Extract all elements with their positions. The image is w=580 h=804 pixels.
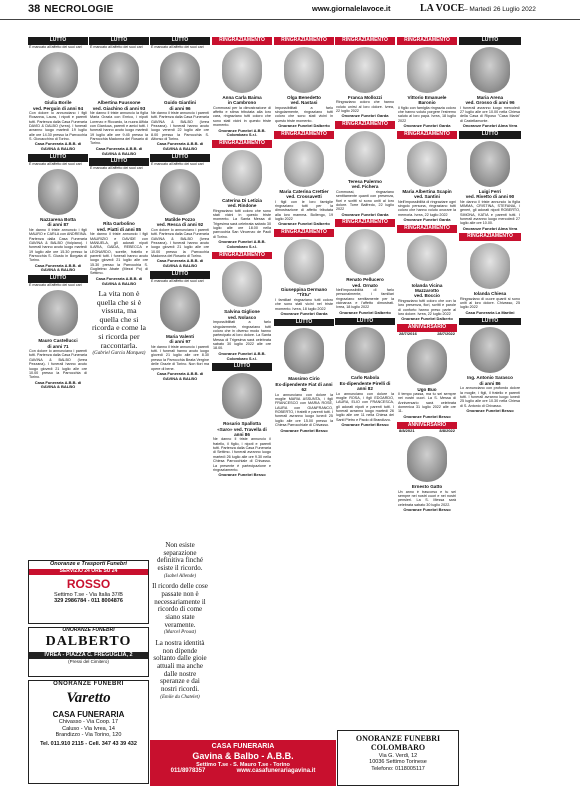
anniversary-dates: 28/7/2016 28/7/2022 (399, 330, 455, 336)
obituary-text: Ne danno il triste annuncio i figli MAURO e CARLA con ANDREINA. Partenza dalla Casa Funeraria GAVINA & BALBO (Volpiano). I funerali hanno avuto luogo martedì 19 luglio alle ore 15.30 presso la Parrocchia S. Giusto in Borgata di Torino. (29, 227, 87, 263)
thanks-text: Ringraziano di cuore quanti si sono uniti al loro dolore. Chivasso, 25 luglio 2022 (460, 296, 520, 310)
funeral-home: Casa Funeraria A.B.B. di GAVINA & BALBO (34, 141, 82, 152)
ringraziamento-band: RINGRAZIAMENTO (397, 37, 457, 45)
deceased-name: Maria Arena ved. Grosso di anni 96 (465, 94, 515, 106)
thanks-text: Commossi per la dimostrazione di affetto e stima tributata alla loro cara, ringraziano tutti coloro che sono stati vicini in questo triste momento. (213, 105, 271, 128)
lutto-band: LUTTO (150, 271, 210, 279)
obituary-text: Con dolore lo annunciano i parenti tutti. Partenza dalla Casa Funeraria GAVINA & BALBO (Ivrea Pezzana). I funerali hanno avuto luogo giovedì 21 luglio alle ore 10.00 presso la Parrocchia di Torino. (29, 349, 88, 380)
deceased-name: Renato Pellucero ved. Ornato (346, 277, 384, 288)
portrait-photo (38, 169, 78, 215)
dalberto-logo: DALBERTO (45, 633, 132, 649)
column-1 (28, 37, 88, 392)
deceased-name: Iolanda Vicina Mazzarotto ved. Boccio (411, 282, 443, 299)
quote-text: La nostra identità non dipende soltanto dalle gioie attuali ma anche dalle nostre speranze e dai nostri ricordi. (153, 638, 207, 693)
portrait-photo (345, 47, 385, 93)
phone-number[interactable]: Telefono: 0118005117 (371, 765, 425, 772)
quote-text: Non esiste separazione definitiva finché esiste il ricordo. (156, 541, 204, 573)
lutto-band: LUTTO (28, 37, 88, 45)
ringraziamento-band: RINGRAZIAMENTO (397, 225, 457, 233)
obituary-text: Con dolore lo annunciano i parenti tutti. Partenza dalla Casa Funeraria GAVINA & BALBO (Ivrea Pezzana). I funerali hanno avuto luogo giovedì 21 luglio alle ore 10.00 presso la Parrocchia Madonna del Rosario di Torino. (151, 227, 210, 258)
site-url[interactable]: www.giornalelavoce.it (312, 4, 391, 13)
deceased-name: Matilde Pozzo ved. Resca di anni 92 (156, 217, 204, 228)
portrait-photo (160, 169, 200, 215)
deceased-name: Luigi Ferri ved. Rivetto di anni 90 (465, 188, 515, 200)
obituary-card: LUTTO È mancato all'affetto dei suoi cari Matilde Pozzo ved. Resca di anni 92 Con dolore lo annunciano i parenti tutti. Partenza dalla Casa Funeraria GAVINA & BALBO (Ivrea Pezzana). I funerali hanno avuto luogo giovedì 21 luglio alle ore 10.00 presso la Parrocchia Madonna del Rosario di Torino. Casa Funeraria A.B.B. di GAVINA & BALBO (151, 153, 210, 269)
funeral-home: Casa Funeraria A.B.B. di GAVINA & BALBO (34, 262, 82, 273)
obituary-card (274, 319, 334, 434)
thanks-card (335, 121, 395, 217)
obituary-card: LUTTO È mancato all'affetto dei suoi cari Mauro Castellucci di anni 71 Con dolore lo annunciano i parenti tutti. Partenza dalla Casa Funeraria GAVINA & BALBO (Ivrea Pezzana). I funerali hanno avuto luogo giovedì 21 luglio alle ore 10.00 presso la Parrocchia di Torino. Casa Funeraria A.B.B. di GAVINA & BALBO (29, 275, 88, 390)
deceased-name: Ugo Buo (417, 386, 437, 392)
anniversary-dates: 8/8/2021 8/8/2022 (399, 428, 455, 434)
obituary-text: Ne danno il triste annuncio la figlia Maria Grazia con Enrico, i nipoti Lorenzo e Riccardo, la nuora Alfida con Gianluca, parenti e amici tutti. I funerali hanno avuto luogo martedì 19 luglio alle ore 9.45 presso la Parrocchia Madonna del Rosario di Torino. (90, 110, 148, 146)
ringraziamento-band: RINGRAZIAMENTO (335, 37, 395, 45)
portrait-photo (38, 290, 78, 336)
funeral-home: Casa Funeraria A.B.B. di GAVINA & BALBO (156, 141, 204, 152)
deceased-name: Franca Mollozzi (347, 94, 383, 100)
portrait-photo (222, 373, 262, 419)
rosso-logo: ROSSO (66, 577, 111, 592)
thanks-card (212, 37, 272, 138)
funeral-home: Onoranze Funebri Garda (280, 310, 328, 316)
funeral-home: Casa Funeraria A.B.B. di GAVINA & BALBO (156, 370, 204, 381)
quote-block (150, 540, 210, 581)
portrait-photo (160, 286, 200, 332)
portrait-photo (345, 327, 385, 373)
obituary-text: Lo annunciano con profondo dolore la moglie, i figli, il fratello e parenti tutti. I funerali avranno luogo lunedì 25 luglio alle ore 10.30 nella Chiesa di S. Antonio di Chivasso. (460, 386, 520, 408)
lutto-band: LUTTO (459, 131, 521, 139)
lutto-band: LUTTO (459, 37, 521, 45)
ringraziamento-band: RINGRAZIAMENTO (459, 233, 521, 241)
obituary-text: Ne danno il triste annuncio i parenti tutti. Partenza dalla Casa Funeraria GAVINA & BALBO (Ivrea Pezzana). I funerali hanno avuto luogo venerdì 22 luglio alle ore 8.00 presso la Parrocchia S. Alfonso di Torino. (151, 110, 210, 142)
thanks-card (335, 219, 395, 315)
thanks-text: Ringraziano coloro che hanno voluto unirsi al loro dolore. Ivrea, 22 luglio 2022 (336, 100, 394, 114)
portrait-photo (470, 327, 510, 373)
funeral-home: Onoranze Funebri A.B.B. Colombaro S.r.l. (218, 127, 266, 138)
column-4 (212, 37, 272, 480)
portrait-photo (345, 229, 385, 275)
funeral-home: Onoranze Funebri Besso (403, 413, 451, 419)
portrait-photo (284, 328, 324, 374)
thanks-text: I figli con le loro famiglie ringraziano tutti per la dimostrazione di affetto tributata alla loro mamma. Bollengo, 19 luglio 2022 (275, 199, 333, 221)
funeral-home: Casa Funeraria La Martini (465, 309, 515, 315)
portrait-photo (407, 436, 447, 482)
obituary-card: LUTTO È mancato all'affetto dei suoi cari Rita Garbolino ved. Piatti di anni 85 Ne danno il triste annuncio i figli MAURIZIO e DAVIDE con MANUELA, gli adorati nipoti ILARIA, GAIDA, REBECCA e LEONARDO, sorelle, fratello e parenti tutti. I funerali hanno avuto luogo giovedì 21 luglio alle ore 15.30 presso la Parrocchia S. Guglielmo Abate (Mezzi Po) di Settimo. Casa Funeraria A.B.B. di GAVINA & BALBO (90, 158, 148, 286)
website-link[interactable]: www.casafunerariagavina.it (236, 768, 316, 775)
deceased-name: Salvina Giglione ved. Nolasco (224, 309, 260, 320)
deceased-name: Ernesto Gatto (411, 484, 443, 490)
obituary-text: Ne danno il triste annuncio i parenti tutti. I funerali hanno avuto luogo giovedì 21 luglio alle ore 8.30 presso la Parrocchia Beata Vergine delle Grazie di Torino. Non fiori ma opere di bene. (151, 344, 209, 371)
portrait-photo (407, 141, 447, 187)
portrait-photo (345, 131, 385, 177)
lutto-band: LUTTO (150, 154, 210, 162)
deceased-name: Teresa Palermo ved. Fichera (348, 178, 382, 190)
obituary-text: Con dolore lo annunciano i figli Rosanna, Laura, i nipoti e parenti tutti. Partenza dalla Casa Funeraria DAVID & DALBO (Ivrea). I funerali avranno luogo martedì 19 luglio alle ore 14.30 presso la Parrocchia S. Giovacchino di Torino. (29, 110, 88, 142)
ringraziamento-band: RINGRAZIAMENTO (212, 37, 272, 45)
column-5 (274, 37, 334, 435)
anniversary-card (397, 422, 457, 513)
column-3 (150, 37, 210, 383)
ringraziamento-band: RINGRAZIAMENTO (335, 121, 395, 129)
portrait-photo (160, 52, 200, 98)
thanks-card (274, 37, 334, 129)
deceased-name: Caterina Di Letizia ved. Rindone (222, 197, 262, 209)
quote-block (150, 581, 210, 638)
obituary-text: Ne danno il triste annuncio i figli MAURIZIO e DAVIDE con MANUELA, gli adorati nipoti ILARIA, GAIDA, REBECCA e LEONARDO, sorelle, fratello e parenti tutti. I funerali hanno avuto luogo giovedì 21 luglio alle ore 15.30 presso la Parrocchia S. Guglielmo Abate (Mezzi Po) di Settimo. (90, 232, 148, 276)
deceased-name: Ing. Antonio Sarasco di anni 86 (467, 375, 513, 386)
obituary-text: Lo annunciano con dolore la moglie MARIA ASSUNTA, i figli FRANCESCO con MARIA ROSE, LAURA con GIANFRANCO, ROBERTO, i fratelli e parenti tutti. I funerali avranno luogo lunedì 25 luglio alle ore 15.00 presso la Chiesa Parrocchiale di Chivasso. (275, 392, 333, 428)
quote-author: (Isabel Allende) (164, 573, 196, 579)
deceased-name: Rita Garbolino ved. Piatti di anni 85 (96, 221, 142, 232)
quote-author: (Marcel Proust) (164, 630, 196, 636)
funeral-home: Onoranze Funebri Alma Vera (462, 123, 518, 129)
lutto-band: LUTTO (28, 275, 88, 283)
funeral-home: Onoranze Funebri Garda (341, 211, 389, 217)
lutto-band: LUTTO (212, 363, 272, 371)
funeral-home: Casa Funeraria A.B.B. di GAVINA & BALBO (95, 275, 143, 286)
anniversario-band: ANNIVERSARIO (397, 422, 457, 430)
deceased-name: Vittorio Emanuele Baronio (407, 94, 447, 106)
ringraziamento-band: RINGRAZIAMENTO (335, 219, 395, 227)
obituary-text: Ne danno il triste annuncio la figlia MIMMA, CRISTINA, STEFANIA, i generi, gli adorati nipoti ROBERTO, SIMONA, KATIA e parenti tutti. I funerali avranno luogo mercoledì 27 luglio alle ore 10.00. (460, 199, 520, 226)
deceased-name: Maria Albertina Scapin ved. Santini (402, 188, 452, 200)
portrait-photo (284, 239, 324, 285)
portrait-photo (470, 141, 510, 187)
obituary-card (459, 131, 521, 232)
section-title: NECROLOGIE (44, 3, 114, 15)
quote-column (150, 540, 210, 702)
colombaro-logo: COLOMBARO (370, 743, 426, 753)
funeral-home: Onoranze Funebri Besso (466, 408, 514, 414)
thanks-text: Nell'impossibilità di farlo personalmente, i familiari ringraziano sentitamente per la vicinanza e l'affetto dimostrati. Ivrea, 18 luglio 2022 (336, 288, 394, 310)
lutto-band: LUTTO (335, 318, 395, 326)
funeral-home: Onoranze Funebri Besso (403, 506, 451, 512)
lutto-band: LUTTO (89, 158, 149, 166)
ringraziamento-band: RINGRAZIAMENTO (274, 229, 334, 237)
ringraziamento-band: RINGRAZIAMENTO (397, 131, 457, 139)
funeral-home: Onoranze Funebri Alma Vera (462, 225, 518, 231)
obituary-card: LUTTO È mancato all'affetto dei suoi cari Nazzarena Botta di anni 87 Ne danno il triste annuncio i figli MAURO e CARLA con ANDREINA. Partenza dalla Casa Funeraria GAVINA & BALBO (Volpiano). I funerali hanno avuto luogo martedì 19 luglio alle ore 15.30 presso la Parrocchia S. Giusto in Borgata di Torino. Casa Funeraria A.B.B. di GAVINA & BALBO (29, 153, 87, 273)
quote-author: (Gabriel Garcia Marquez) (92, 351, 146, 357)
obituary-text: Lo annunciano con dolore la moglie ROSA, i figli EDOARDO, LAURA, ELIO con FRANCESCA, gli adorati nipoti e parenti tutti. I funerali avranno luogo martedì 26 luglio alle ore 11 nella Chiesa dei Santi Pietro e Paolo di Brandizzo. (336, 391, 394, 422)
ringraziamento-band: RINGRAZIAMENTO (212, 140, 272, 148)
funeral-home: Onoranze Funebri Garda (341, 113, 389, 119)
phone-number[interactable]: 329 2986784 - 011 8004876 (54, 598, 123, 605)
thanks-card (274, 229, 334, 317)
phone-number[interactable]: Tel. 011.910 2115 - Cell. 347 43 39 432 (40, 740, 137, 747)
obituary-card: LUTTO È mancato all'affetto dei suoi cari Giulia Borile ved. Perguin di anni 94 Con dolore lo annunciano i figli Rosanna, Laura, i nipoti e parenti tutti. Partenza dalla Casa Funeraria DAVID & DALBO (Ivrea). I funerali avranno luogo martedì 19 luglio alle ore 14.30 presso la Parrocchia S. Giovacchino di Torino. Casa Funeraria A.B.B. di GAVINA & BALBO (29, 37, 88, 152)
page-number: 38 (28, 3, 41, 16)
portrait-photo (99, 52, 139, 98)
column-8 (459, 37, 521, 416)
column-6 (335, 37, 395, 430)
portrait-photo (470, 243, 510, 289)
ad-gavina-balbo[interactable]: CASA FUNERARIA Gavina & Balbo - A.B.B. Settimo T.se - S. Mauro T.se - Torino 011/8978357 www.casafunerariagavina.it (150, 740, 336, 786)
ringraziamento-band: RINGRAZIAMENTO (212, 252, 272, 260)
lutto-band: LUTTO (459, 318, 521, 326)
thanks-card (397, 225, 457, 322)
deceased-name: Giuseppina Dermano "Tittu" (280, 286, 328, 298)
obituary-card: LUTTO È mancato all'affetto dei suoi cari Maria Valenti di anni 97 Ne danno il triste annuncio i parenti tutti. I funerali hanno avuto luogo giovedì 21 luglio alle ore 8.30 presso la Parrocchia Beata Vergine delle Grazie di Torino. Non fiori ma opere di bene. Casa Funeraria A.B.B. di GAVINA & BALBO (151, 270, 209, 381)
deceased-name: Guido Giardini di anni 96 (164, 100, 196, 111)
thanks-text: Impossibilitati a farlo singolarmente, ringraziano tutti coloro che sono stati vicini in questo triste momento. (275, 105, 333, 123)
ad-dalberto[interactable]: ONORANZE FUNEBRI DALBERTO IVREA - PIAZZA C. FREGUGLIA, 2 (Pressi del Cimitero) (28, 627, 149, 677)
obituary-card (212, 363, 272, 478)
deceased-name: Rosario Spallotta «Saro» ved. Travella di anni 86 (217, 421, 267, 437)
varetto-logo: Varetto (66, 690, 111, 707)
obituary-card (335, 318, 395, 428)
anniversary-text: Il tempo passa, ma tu sei sempre nei nostri cuori. La S. Messa di Anniversario sarà celebrata domenica 31 luglio 2022 alle ore 11. (398, 392, 456, 414)
quote-block (150, 638, 210, 702)
portrait-photo (284, 47, 324, 93)
obituary-card: LUTTO È mancato all'affetto dei suoi cari Guido Giardini di anni 96 Ne danno il triste annuncio i parenti tutti. Partenza dalla Casa Funeraria GAVINA & BALBO (Ivrea Pezzana). I funerali hanno avuto luogo venerdì 22 luglio alle ore 8.00 presso la Parrocchia S. Alfonso di Torino. Casa Funeraria A.B.B. di GAVINA & BALBO (151, 37, 210, 152)
thanks-text: Il figlio con famiglia ringrazia coloro che hanno voluto porgere l'estremo saluto al loro papà. Ivrea, 18 luglio 2022 (398, 105, 456, 123)
thanks-text: Ringraziano tutti coloro che sono stati vicini in questo triste momento. La Santa Messa di Trigesima sarà celebrata sabato 30 luglio alle ore 18.00 nella parrocchia San Vincenzo de Paoli di Torino. (213, 208, 271, 239)
lutto-band: LUTTO (150, 37, 210, 45)
thanks-text: Ringraziano tutti coloro che con la loro presenza, fiori, scritti e parole di conforto hanno preso parte al loro dolore. Ivrea, 22 luglio 2022 (398, 298, 456, 316)
portrait-photo (284, 141, 324, 187)
ad-colombaro[interactable]: ONORANZE FUNEBRI COLOMBARO Via G. Verdi, 12 10036 Settimo Torinese Telefono: 0118005117 (337, 730, 459, 786)
deceased-name: Carlo Rabola Ex-dipendente Pirelli di anni 82 (339, 375, 391, 392)
deceased-name: Albertina Fuussone ved. Giachino di anni 93 (92, 100, 146, 111)
funeral-home: Onoranze Funebri A.B.B. Colombaro S.r.l. (218, 350, 266, 361)
deceased-name: Olga Benedetto ved. Nastasi (287, 94, 321, 106)
phone-number[interactable]: 011/8978357 (170, 768, 206, 775)
deceased-name: Maria Caterina Crettier ved. Crossavetti (279, 188, 329, 200)
quote-text: Il ricordo delle cose passate non è necessariamente il ricordo di come siano state veramente. (152, 582, 208, 629)
ad-rosso[interactable]: Onoranze e Trasporti Funebri SERVIZIO 24 ORE SU 24 ROSSO Settimo T.se - Via Italia 37/B 329 2986784 - 011 8004876 (28, 560, 149, 624)
ringraziamento-band: RINGRAZIAMENTO (274, 37, 334, 45)
brand-logo: LA VOCE (420, 3, 465, 14)
lutto-band: LUTTO (28, 154, 88, 162)
anniversario-band: ANNIVERSARIO (397, 324, 457, 332)
portrait-photo (38, 52, 78, 98)
issue-date: – Martedì 26 Luglio 2022 (464, 6, 536, 13)
funeral-home: Casa Funeraria A.B.B. di GAVINA & BALBO (95, 145, 143, 156)
thanks-card (212, 252, 272, 362)
funeral-home: Onoranze Funebri Garda (403, 217, 451, 222)
deceased-name: Maria Valenti di anni 97 (165, 333, 195, 345)
ringraziamento-band: RINGRAZIAMENTO (274, 131, 334, 139)
obituary-text: Ne danno il triste annuncio il fratello, il figlio, i nipoti e parenti tutti. Partenza dalla Casa Funeraria di Settimo. I funerali avranno luogo martedì 26 luglio alle ore 9.30 nella Chiesa Parrocchiale di Chivasso. La presente è partecipazione e ringraziamento. (213, 437, 272, 472)
funeral-home: Onoranze Funebri Besso (218, 472, 266, 478)
thanks-text: Impossibilitati a farlo singolarmente, ringraziano tutti coloro che in diverso modo hanno partecipato al loro dolore. La Santa Messa di Trigesima sarà celebrata sabato 30 luglio 2022 alle ore 18.00. (213, 320, 271, 351)
funeral-home: Onoranze Funebri Garda (403, 123, 451, 129)
portrait-photo (222, 150, 262, 196)
funeral-home: Casa Funeraria A.B.B. di GAVINA & BALBO (156, 258, 204, 269)
deceased-name: Mauro Castellucci di anni 71 (38, 338, 78, 349)
deceased-name: Massimo Cirio Ex-dipendente Fiat di anni 62 (275, 376, 333, 393)
thanks-card (397, 37, 457, 129)
obituary-text: I funerali avranno luogo mercoledì 27 luglio alle ore 10.00 nella Chiesa della Casa di Riposo "Casa Maria" di Castellamonte. (460, 105, 520, 123)
funeral-home: Onoranze Funebri Besso (280, 427, 328, 433)
thanks-text: Nell'impossibilità di ringraziare ogni singolo persona, ringraziano tutti coloro che hanno voluto onorare la memoria. Ivrea, 22 luglio 2022 (398, 199, 456, 217)
thanks-card (397, 131, 457, 223)
deceased-name: Giulia Borile ved. Perguin di anni 94 (32, 100, 84, 111)
quote-block (89, 288, 149, 358)
thanks-card (459, 233, 521, 315)
thanks-card (212, 140, 272, 250)
deceased-name: Anna Carla Baima in Cambrono (222, 94, 262, 106)
portrait-photo (407, 339, 447, 385)
obituary-card (459, 318, 521, 414)
funeral-home: Onoranze Funebri Dalberto (278, 221, 330, 227)
ad-varetto[interactable]: ONORANZE FUNEBRI Varetto CASA FUNERARIA Chivasso - Via Coop. 17 Caluso - Via Ivrea, 14 Brandizzo - Via Torino, 120 Tel. 011.910 2115 - Cell. 347 43 39 432 (28, 680, 149, 784)
funeral-home: Onoranze Funebri Dalberto (339, 309, 391, 315)
column-2 (89, 37, 149, 359)
column-7 (397, 37, 457, 515)
funeral-home: Onoranze Funebri Dalberto (401, 316, 453, 322)
funeral-home: Onoranze Funebri A.B.B. Colombaro S.r.l. (218, 239, 266, 249)
gavina-logo: Gavina & Balbo - A.B.B. (192, 751, 294, 762)
thanks-text: I familiari ringraziano tutti coloro che sono stati vicini nel triste momento. Ivrea, 18 luglio 2022 (275, 297, 333, 311)
funeral-home: Casa Funeraria A.B.B. di GAVINA & BALBO (34, 379, 82, 390)
quote-text: La vita non è quella che si è vissuta, ma quella che si ricorda e come la si ricorda per raccontarla. (92, 289, 146, 350)
thanks-card (335, 37, 395, 119)
lutto-band: LUTTO (274, 319, 334, 327)
portrait-photo (407, 235, 447, 281)
portrait-photo (407, 47, 447, 93)
lutto-band: LUTTO (89, 37, 149, 45)
portrait-photo (222, 47, 262, 93)
funeral-home: Onoranze Funebri Besso (341, 422, 389, 428)
anniversary-text: Un anno è trascorso e tu sei sempre nei nostri cuori e nei nostri pensieri. La S. Messa sarà celebrata sabato 30 luglio 2022. (398, 489, 456, 507)
funeral-home: Onoranze Funebri Dalberto (278, 123, 330, 129)
thanks-card (274, 131, 334, 227)
deceased-name: Nazzarena Botta di anni 87 (40, 217, 76, 228)
portrait-photo (222, 261, 262, 307)
deceased-name: Iolanda Chiesa (473, 291, 507, 297)
obituary-card: LUTTO È mancato all'affetto dei suoi cari Albertina Fuussone ved. Giachino di anni 93 Ne danno il triste annuncio la figlia Maria Grazia con Enrico, i nipoti Lorenzo e Riccardo, la nuora Alfida con Gianluca, parenti e amici tutti. I funerali hanno avuto luogo martedì 19 luglio alle ore 9.45 presso la Parrocchia Madonna del Rosario di Torino. Casa Funeraria A.B.B. di GAVINA & BALBO (90, 37, 148, 156)
anniversary-card (397, 324, 457, 420)
thanks-text: Commossi, ringraziano sentitamente quanti con presenza, fiori e scritti si sono uniti al loro dolore. Torre Balfredo, 22 luglio 2022 (336, 189, 394, 212)
portrait-photo (99, 173, 139, 219)
portrait-photo (470, 47, 510, 93)
quote-author: (Emile du Chatelet) (160, 694, 200, 700)
obituary-card (459, 37, 521, 129)
